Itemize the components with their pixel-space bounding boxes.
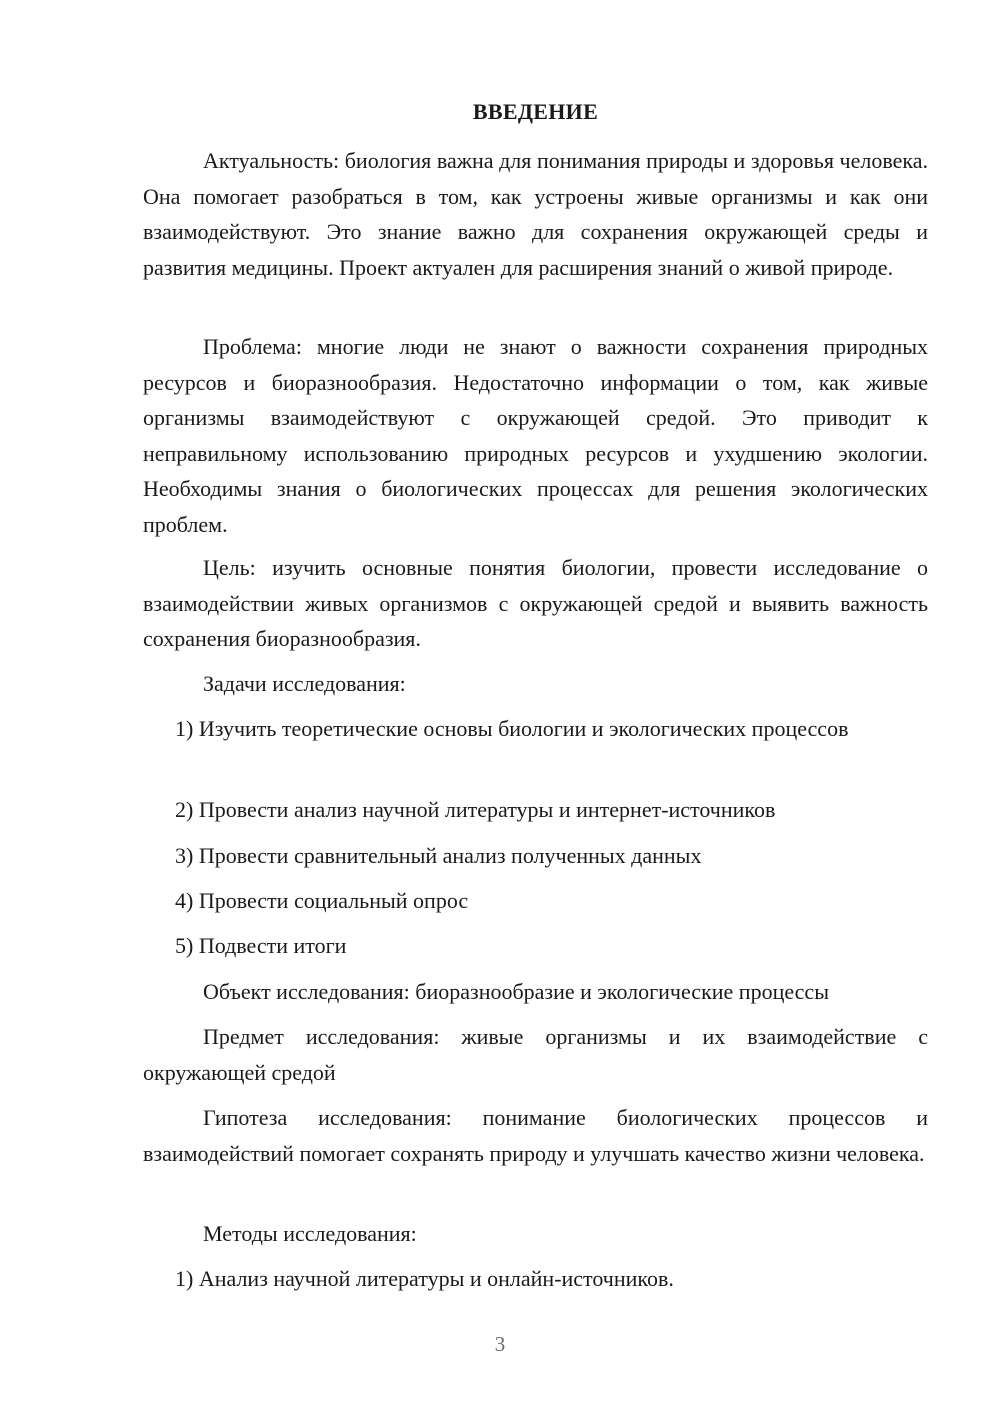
task-item-5: 5) Подвести итоги xyxy=(175,933,347,958)
section-heading: ВВЕДЕНИЕ xyxy=(472,99,599,124)
problem-paragraph: Проблема: многие люди не знают о важности сохранения природных ресурсов и биоразнообразия. Недостаточно информации о том, как живые организмы взаимодействуют с окружающей средой. Это приводит к неправильному использованию природных ресурсов и ухудшению экологии. Необходимы знания о биологических процессах для решения экологических проблем. xyxy=(143,334,928,537)
hypothesis-paragraph: Гипотеза исследования: понимание биологических процессов и взаимодействий помогает сохранять природу и улучшать качество жизни человека. xyxy=(143,1105,928,1166)
task-item-4: 4) Провести социальный опрос xyxy=(175,888,469,913)
task-item-3: 3) Провести сравнительный анализ полученных данных xyxy=(175,843,702,868)
subject-paragraph: Предмет исследования: живые организмы и их взаимодействие с окружающей средой xyxy=(143,1024,928,1085)
object-paragraph: Объект исследования: биоразнообразие и экологические процессы xyxy=(203,979,829,1004)
methods-heading: Методы исследования: xyxy=(203,1221,417,1246)
task-item-2: 2) Провести анализ научной литературы и интернет-источников xyxy=(175,797,776,822)
goal-paragraph: Цель: изучить основные понятия биологии, провести исследование о взаимодействии живых организмов с окружающей средой и выявить важность сохранения биоразнообразия. xyxy=(143,555,928,651)
method-item-1: 1) Анализ научной литературы и онлайн-источников. xyxy=(175,1266,674,1291)
task-item-1: 1) Изучить теоретические основы биологии и экологических процессов xyxy=(175,716,849,741)
tasks-heading: Задачи исследования: xyxy=(203,671,406,696)
relevance-paragraph: Актуальность: биология важна для понимания природы и здоровья человека. Она помогает разобраться в том, как устроены живые организмы и как они взаимодействуют. Это знание важно для сохранения окружающей среды и развития медицины. Проект актуален для расширения знаний о живой природе. xyxy=(143,148,928,280)
page-number: 3 xyxy=(494,1332,506,1356)
